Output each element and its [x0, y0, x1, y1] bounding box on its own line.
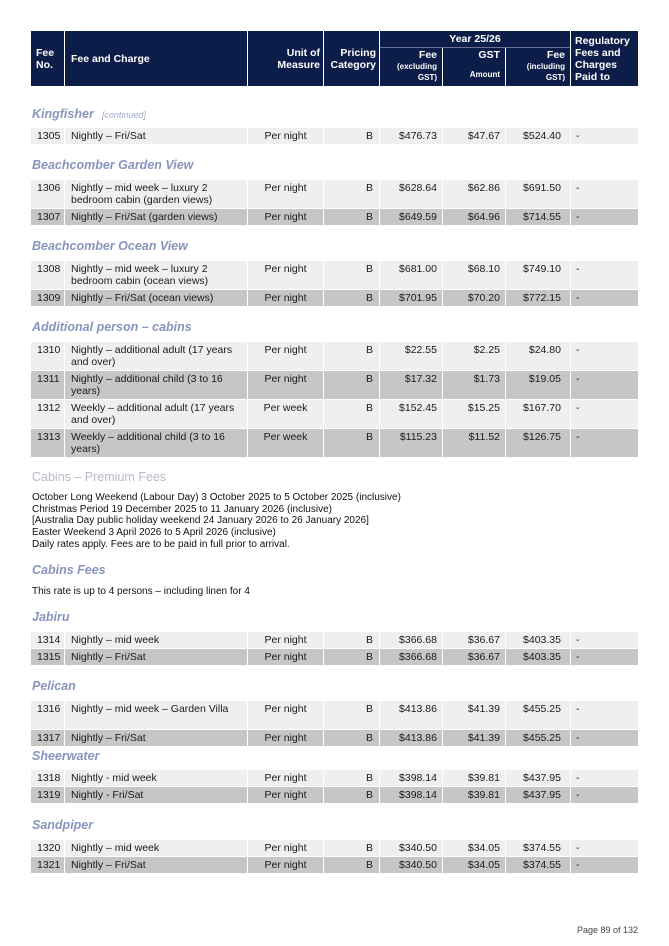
gst-amount-cell: $1.73: [443, 371, 505, 399]
table-row: [31, 180, 638, 208]
table-row: [31, 770, 638, 786]
fee-description-cell: Nightly – Fri/Sat: [65, 649, 247, 665]
fee-incl-gst-cell: $437.95: [506, 770, 570, 786]
fee-no-cell: 1306: [31, 180, 64, 208]
table-row: [31, 857, 638, 873]
table-row: [31, 787, 638, 803]
regulatory-paid-to-cell: -: [571, 649, 638, 665]
regulatory-paid-to-cell: -: [571, 429, 638, 457]
table-row: [31, 400, 638, 428]
gst-amount-cell: $47.67: [443, 128, 505, 144]
fee-incl-gst-cell: $455.25: [506, 701, 570, 729]
fee-no-cell: 1314: [31, 632, 64, 648]
premium-fees-text: [32, 492, 401, 551]
gst-amount-cell: $39.81: [443, 787, 505, 803]
fee-description-cell: Weekly – additional child (3 to 16 years): [65, 429, 247, 457]
header-fee-no: Fee No.: [31, 31, 64, 86]
unit-of-measure-cell: Per night: [248, 261, 323, 289]
gst-amount-cell: $70.20: [443, 290, 505, 306]
fee-incl-gst-cell: $374.55: [506, 840, 570, 856]
unit-of-measure-cell: Per night: [248, 632, 323, 648]
regulatory-paid-to-cell: -: [571, 261, 638, 289]
regulatory-paid-to-cell: -: [571, 857, 638, 873]
gst-amount-cell: $2.25: [443, 342, 505, 370]
unit-of-measure-cell: Per night: [248, 787, 323, 803]
fee-incl-gst-cell: $126.75: [506, 429, 570, 457]
regulatory-paid-to-cell: -: [571, 701, 638, 729]
table-row: [31, 649, 638, 665]
header-fee-incl-label: Fee: [546, 49, 565, 61]
fee-description-cell: Nightly – mid week: [65, 840, 247, 856]
fee-no-cell: 1313: [31, 429, 64, 457]
section-sheerwater: Sheerwater: [32, 749, 100, 763]
fee-incl-gst-cell: $403.35: [506, 649, 570, 665]
table-row: [31, 128, 638, 144]
table-row: [31, 371, 638, 399]
regulatory-paid-to-cell: -: [571, 371, 638, 399]
fee-description-cell: Nightly – mid week – luxury 2 bedroom cabin (garden views): [65, 180, 247, 208]
fee-incl-gst-cell: $403.35: [506, 632, 570, 648]
fee-no-cell: 1317: [31, 730, 64, 746]
fee-description-cell: Nightly – mid week – Garden Villa: [65, 701, 247, 729]
header-fee-incl-sub: (including GST): [526, 62, 565, 82]
section-kingfisher: [32, 107, 146, 121]
table-row: [31, 632, 638, 648]
fee-excl-gst-cell: $476.73: [380, 128, 442, 144]
pricing-category-cell: B: [324, 290, 379, 306]
pricing-category-cell: B: [324, 840, 379, 856]
pricing-category-cell: B: [324, 180, 379, 208]
fee-excl-gst-cell: $398.14: [380, 770, 442, 786]
fee-incl-gst-cell: $749.10: [506, 261, 570, 289]
header-fee-incl: [506, 48, 570, 86]
unit-of-measure-cell: Per night: [248, 649, 323, 665]
fee-no-cell: 1321: [31, 857, 64, 873]
table-row: [31, 261, 638, 289]
fee-description-cell: Nightly – additional child (3 to 16 years): [65, 371, 247, 399]
premium-line: October Long Weekend (Labour Day) 3 October 2025 to 5 October 2025 (inclusive): [32, 492, 401, 503]
section-kingfisher-note: [continued]: [101, 110, 146, 120]
fee-no-cell: 1320: [31, 840, 64, 856]
fee-excl-gst-cell: $649.59: [380, 209, 442, 225]
regulatory-paid-to-cell: -: [571, 342, 638, 370]
section-ocean-view: Beachcomber Ocean View: [32, 239, 188, 253]
fee-incl-gst-cell: $714.55: [506, 209, 570, 225]
fee-no-cell: 1311: [31, 371, 64, 399]
gst-amount-cell: $34.05: [443, 840, 505, 856]
gst-amount-cell: $39.81: [443, 770, 505, 786]
gst-amount-cell: $41.39: [443, 701, 505, 729]
fee-no-cell: 1305: [31, 128, 64, 144]
pricing-category-cell: B: [324, 787, 379, 803]
table-row: [31, 730, 638, 746]
unit-of-measure-cell: Per night: [248, 371, 323, 399]
pricing-category-cell: B: [324, 770, 379, 786]
regulatory-paid-to-cell: -: [571, 787, 638, 803]
fee-description-cell: Nightly – Fri/Sat: [65, 730, 247, 746]
table-pelican: [31, 701, 638, 747]
gst-amount-cell: $36.67: [443, 649, 505, 665]
header-fee-excl: [380, 48, 442, 86]
page-number: Page 89 of 132: [576, 925, 638, 935]
fee-description-cell: Nightly – Fri/Sat (garden views): [65, 209, 247, 225]
section-premium-fees: Cabins – Premium Fees: [32, 470, 167, 484]
fee-excl-gst-cell: $701.95: [380, 290, 442, 306]
table-garden-view: [31, 180, 638, 226]
fee-excl-gst-cell: $398.14: [380, 787, 442, 803]
header-gst-sub: Amount: [469, 70, 500, 79]
fee-description-cell: Weekly – additional adult (17 years and over): [65, 400, 247, 428]
fee-incl-gst-cell: $455.25: [506, 730, 570, 746]
fee-excl-gst-cell: $681.00: [380, 261, 442, 289]
regulatory-paid-to-cell: -: [571, 632, 638, 648]
fee-incl-gst-cell: $374.55: [506, 857, 570, 873]
fee-excl-gst-cell: $115.23: [380, 429, 442, 457]
fee-description-cell: Nightly – mid week: [65, 632, 247, 648]
fee-incl-gst-cell: $524.40: [506, 128, 570, 144]
unit-of-measure-cell: Per week: [248, 429, 323, 457]
fee-excl-gst-cell: $413.86: [380, 730, 442, 746]
fee-excl-gst-cell: $17.32: [380, 371, 442, 399]
fee-excl-gst-cell: $22.55: [380, 342, 442, 370]
fee-excl-gst-cell: $628.64: [380, 180, 442, 208]
section-garden-view: Beachcomber Garden View: [32, 158, 194, 172]
fee-no-cell: 1318: [31, 770, 64, 786]
header-fee-excl-label: Fee: [418, 49, 437, 61]
gst-amount-cell: $62.86: [443, 180, 505, 208]
pricing-category-cell: B: [324, 649, 379, 665]
fee-excl-gst-cell: $413.86: [380, 701, 442, 729]
header-fee-and-charge: Fee and Charge: [65, 31, 247, 86]
pricing-category-cell: B: [324, 730, 379, 746]
table-additional-person: [31, 342, 638, 458]
pricing-category-cell: B: [324, 371, 379, 399]
unit-of-measure-cell: Per night: [248, 730, 323, 746]
fee-no-cell: 1310: [31, 342, 64, 370]
fee-no-cell: 1309: [31, 290, 64, 306]
fee-description-cell: Nightly – Fri/Sat: [65, 857, 247, 873]
table-kingfisher: [31, 128, 638, 145]
unit-of-measure-cell: Per night: [248, 770, 323, 786]
pricing-category-cell: B: [324, 857, 379, 873]
fee-incl-gst-cell: $772.15: [506, 290, 570, 306]
section-cabins-fees: Cabins Fees: [32, 563, 106, 577]
gst-amount-cell: $15.25: [443, 400, 505, 428]
gst-amount-cell: $41.39: [443, 730, 505, 746]
regulatory-paid-to-cell: -: [571, 840, 638, 856]
pricing-category-cell: B: [324, 261, 379, 289]
gst-amount-cell: $11.52: [443, 429, 505, 457]
fee-no-cell: 1308: [31, 261, 64, 289]
premium-line: [Australia Day public holiday weekend 24 January 2026 to 26 January 2026]: [32, 515, 369, 527]
unit-of-measure-cell: Per night: [248, 840, 323, 856]
table-row: [31, 342, 638, 370]
fee-no-cell: 1316: [31, 701, 64, 729]
premium-line: Daily rates apply. Fees are to be paid in full prior to arrival.: [32, 538, 290, 550]
premium-line: Easter Weekend 3 April 2026 to 5 April 2026 (inclusive): [32, 527, 276, 539]
fee-excl-gst-cell: $152.45: [380, 400, 442, 428]
header-pricing-category: Pricing Category: [324, 31, 379, 86]
fee-no-cell: 1312: [31, 400, 64, 428]
fee-no-cell: 1307: [31, 209, 64, 225]
fee-incl-gst-cell: $691.50: [506, 180, 570, 208]
fee-excl-gst-cell: $366.68: [380, 632, 442, 648]
fee-description-cell: Nightly - Fri/Sat: [65, 787, 247, 803]
section-pelican: Pelican: [32, 679, 76, 693]
fee-incl-gst-cell: $24.80: [506, 342, 570, 370]
fee-no-cell: 1319: [31, 787, 64, 803]
regulatory-paid-to-cell: -: [571, 400, 638, 428]
unit-of-measure-cell: Per night: [248, 180, 323, 208]
fee-description-cell: Nightly – mid week – luxury 2 bedroom cabin (ocean views): [65, 261, 247, 289]
header-gst: [443, 48, 505, 86]
regulatory-paid-to-cell: -: [571, 209, 638, 225]
header-unit-of-measure: Unit of Measure: [248, 31, 323, 86]
fee-excl-gst-cell: $340.50: [380, 840, 442, 856]
pricing-category-cell: B: [324, 342, 379, 370]
pricing-category-cell: B: [324, 632, 379, 648]
gst-amount-cell: $64.96: [443, 209, 505, 225]
table-ocean-view: [31, 261, 638, 307]
gst-amount-cell: $34.05: [443, 857, 505, 873]
section-jabiru: Jabiru: [32, 610, 70, 624]
table-row: [31, 209, 638, 225]
unit-of-measure-cell: Per night: [248, 209, 323, 225]
header-regulatory: Regulatory Fees and Charges Paid to: [571, 31, 638, 86]
section-kingfisher-title: Kingfisher: [32, 107, 94, 121]
table-sheerwater: [31, 770, 638, 804]
fee-incl-gst-cell: $167.70: [506, 400, 570, 428]
unit-of-measure-cell: Per night: [248, 128, 323, 144]
section-sandpiper: Sandpiper: [32, 818, 94, 832]
fee-excl-gst-cell: $366.68: [380, 649, 442, 665]
premium-line: Christmas Period 19 December 2025 to 11 January 2026 (inclusive): [32, 503, 332, 515]
gst-amount-cell: $68.10: [443, 261, 505, 289]
regulatory-paid-to-cell: -: [571, 290, 638, 306]
regulatory-paid-to-cell: -: [571, 730, 638, 746]
regulatory-paid-to-cell: -: [571, 180, 638, 208]
pricing-category-cell: B: [324, 209, 379, 225]
header-fee-excl-sub: (excluding GST): [396, 62, 437, 82]
unit-of-measure-cell: Per night: [248, 701, 323, 729]
pricing-category-cell: B: [324, 128, 379, 144]
fee-no-cell: 1315: [31, 649, 64, 665]
pricing-category-cell: B: [324, 701, 379, 729]
section-additional-person: Additional person – cabins: [32, 320, 192, 334]
regulatory-paid-to-cell: -: [571, 770, 638, 786]
table-row: [31, 840, 638, 856]
header-year: Year 25/26: [380, 31, 570, 47]
table-row: [31, 290, 638, 306]
pricing-category-cell: B: [324, 400, 379, 428]
unit-of-measure-cell: Per night: [248, 857, 323, 873]
unit-of-measure-cell: Per night: [248, 342, 323, 370]
regulatory-paid-to-cell: -: [571, 128, 638, 144]
header-gst-label: GST: [478, 49, 500, 61]
table-row: [31, 429, 638, 457]
table-row: [31, 701, 638, 729]
fee-description-cell: Nightly - mid week: [65, 770, 247, 786]
fee-excl-gst-cell: $340.50: [380, 857, 442, 873]
fee-incl-gst-cell: $437.95: [506, 787, 570, 803]
gst-amount-cell: $36.67: [443, 632, 505, 648]
fee-description-cell: Nightly – Fri/Sat (ocean views): [65, 290, 247, 306]
fee-incl-gst-cell: $19.05: [506, 371, 570, 399]
fee-description-cell: Nightly – additional adult (17 years and over): [65, 342, 247, 370]
pricing-category-cell: B: [324, 429, 379, 457]
table-jabiru: [31, 632, 638, 666]
unit-of-measure-cell: Per week: [248, 400, 323, 428]
table-sandpiper: [31, 840, 638, 874]
unit-of-measure-cell: Per night: [248, 290, 323, 306]
cabin-fees-text: This rate is up to 4 persons – including linen for 4: [32, 586, 250, 597]
fee-description-cell: Nightly – Fri/Sat: [65, 128, 247, 144]
